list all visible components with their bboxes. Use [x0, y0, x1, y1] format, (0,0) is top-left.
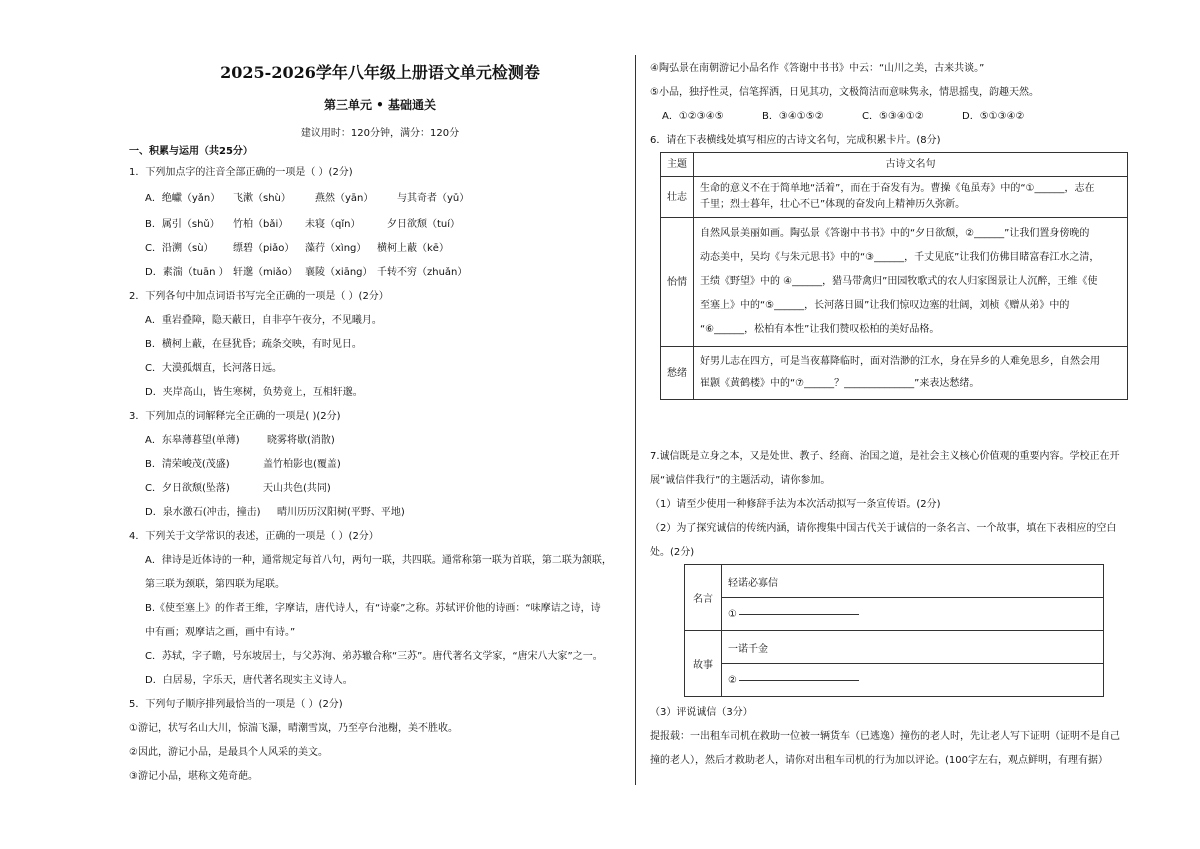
- story-answer-line[interactable]: [739, 679, 859, 681]
- row-key-quote: 名言: [685, 565, 722, 631]
- q1-option-b: [145, 218, 460, 232]
- q3-d-1: D．泉水激石(冲击，撞击): [145, 507, 261, 518]
- q1-stem: 1．下列加点字的注音全部正确的一项是（ ）(2分): [129, 167, 353, 178]
- q5-stem: 5．下列句子顺序排列最恰当的一项是（ ）(2分): [129, 699, 343, 710]
- column-divider: [635, 55, 636, 785]
- table-header-theme: 主题: [661, 153, 694, 177]
- q7-part1: （1）请至少使用一种修辞手法为本次活动拟写一条宣传语。(2分): [650, 499, 941, 510]
- story-blank-label: ②: [728, 674, 737, 686]
- q4-option-a-line1: A．律诗是近体诗的一种，通常规定每首八句，两句一联，共四联。通常称第一联为首联，第二联为颔联，: [145, 555, 612, 566]
- quote-blank-cell: [722, 598, 1104, 631]
- q7-part3: （3）评说诚信（3分）: [650, 707, 753, 718]
- q1-b-3: 未寝（qǐn）: [305, 219, 361, 230]
- quote-blank-label: ①: [728, 608, 737, 620]
- q1-d-4: 千转不穷（zhuǎn）: [377, 267, 468, 278]
- q2-option-d: D．夹岸高山，皆生寒树，负势竟上，互相轩邈。: [145, 387, 363, 398]
- row-line: 王绩《野望》中的 ④______，猎马带禽归”田园牧歌式的农人归家图景让人沉醉，王维《使: [700, 276, 1098, 287]
- q7-part3-line2: 撞的老人），然后才救助老人，请你对出租车司机的行为加以评论。(100字左右，观点鲜明，有理有据）: [650, 755, 1108, 766]
- q5-sentence-1: ①游记，状写名山大川，惊湍飞瀑，晴潮雪岚，乃至亭台池榭，美不胜收。: [129, 723, 458, 734]
- q1-c-1: C．沿溯（sù）: [145, 243, 214, 254]
- row-line: 崔颢《黄鹤楼》中的“⑦______？______________”来表达愁绪。: [700, 378, 980, 389]
- q6-table: [660, 152, 1128, 400]
- q7-part3-line1: 提报载：一出租车司机在救助一位被一辆货车（已逃逸）撞伤的老人时，先让老人写下证明（证明不是自己: [650, 731, 1120, 742]
- q3-option-a: [145, 434, 335, 448]
- q5-option-b: B．③④①⑤②: [762, 111, 824, 122]
- q5-option-c: C．⑤③④①②: [862, 111, 924, 122]
- table-header-content: 古诗文名句: [694, 153, 1128, 177]
- story-blank-cell: [722, 664, 1104, 697]
- q5-sentence-3: ③游记小品，堪称文苑奇葩。: [129, 771, 258, 782]
- q1-b-2: 竹柏（bǎi）: [233, 219, 289, 230]
- q1-d-3: 襄陵（xiāng）: [305, 267, 373, 278]
- q4-option-c: C．苏轼，字子瞻，号东坡居士，与父苏洵、弟苏辙合称“三苏”。唐代著名文学家，“唐宋八大家”之一。: [145, 651, 603, 662]
- row-theme: 壮志: [661, 177, 694, 218]
- exam-meta: 建议用时：120分钟，满分：120分: [300, 128, 460, 139]
- q3-a-1: A．东皋薄暮望(单薄): [145, 435, 240, 446]
- q3-d-2: 晴川历历汉阳树(平野、平地): [277, 507, 405, 518]
- row-content: [694, 177, 1128, 218]
- q7-stem-line1: 7.诚信既是立身之本，又是处世、教子、经商、治国之道，是社会主义核心价值观的重要内容。学校正在开: [650, 451, 1120, 462]
- q1-c-3: 藻荇（xìng）: [305, 243, 367, 254]
- q3-b-2: 盖竹柏影也(覆盖): [263, 459, 341, 470]
- table-row: [661, 347, 1128, 400]
- q1-option-d: [145, 266, 467, 280]
- page-subtitle: 第三单元 • 基础通关: [323, 98, 437, 112]
- q1-b-4: 夕日欲颓（tuí）: [387, 219, 461, 230]
- quote-example: 轻诺必寡信: [722, 565, 1104, 598]
- q7-stem-line2: 展“诚信伴我行”的主题活动，请你参加。: [650, 475, 831, 486]
- q4-option-d: D．白居易，字乐天，唐代著名现实主义诗人。: [145, 675, 353, 686]
- q4-option-a-line2: 第三联为颈联，第四联为尾联。: [145, 579, 285, 590]
- q7-part2-line1: （2）为了探究诚信的传统内涵，请你搜集中国古代关于诚信的一条名言、一个故事，填在下表相应的空白: [650, 523, 1117, 534]
- q7-part2-line2: 处。(2分): [650, 547, 695, 558]
- q6-stem: 6．请在下表横线处填写相应的古诗文名句，完成积累卡片。(8分): [650, 135, 941, 146]
- q4-stem: 4．下列关于文学常识的表述，正确的一项是（ ）(2分）: [129, 531, 379, 542]
- q5-option-d: D．⑤①③④②: [962, 111, 1025, 122]
- row-line: 自然风景美丽如画。陶弘景《答谢中书书》中的“夕日欲颓，②______”让我们置身傍晚的: [700, 228, 1090, 239]
- row-key-story: 故事: [685, 631, 722, 697]
- q5-sentence-4: ④陶弘景在南朝游记小品名作《答谢中书书》中云：“山川之美，古来共谈。”: [650, 63, 985, 74]
- row-content: [694, 347, 1128, 400]
- q1-a-2: 飞漱（shù）: [233, 193, 291, 204]
- q1-a-3: 燕然（yān）: [315, 193, 374, 204]
- q3-stem: 3．下列加点的词解释完全正确的一项是( )(2分): [129, 411, 341, 422]
- q1-c-4: 横柯上蔽（kē）: [377, 243, 449, 254]
- q3-c-1: C．夕日欲颓(坠落): [145, 483, 230, 494]
- q2-option-a: A．重岩叠障，隐天蔽日，自非亭午夜分，不见曦月。: [145, 315, 382, 326]
- q1-option-a: [145, 192, 469, 206]
- table-row: [685, 664, 1104, 697]
- q7-table: [684, 564, 1104, 697]
- q2-option-b: B．横柯上蔽，在昼犹昏；疏条交映，有时见日。: [145, 339, 362, 350]
- q1-a-4: 与其奇者（yǔ）: [397, 193, 470, 204]
- q3-option-c: [145, 482, 331, 496]
- q2-stem: 2．下列各句中加点词语书写完全正确的一项是（ ）(2分）: [129, 291, 389, 302]
- q1-b-1: B．属引（shǔ）: [145, 219, 220, 230]
- q3-c-2: 天山共色(共同): [263, 483, 331, 494]
- q1-d-2: 轩邈（miǎo）: [233, 267, 298, 278]
- q5-sentence-2: ②因此，游记小品，是最具个人风采的美文。: [129, 747, 328, 758]
- q1-c-2: 缥碧（piǎo）: [233, 243, 295, 254]
- row-content: [694, 218, 1128, 347]
- table-row: [661, 218, 1128, 347]
- table-row: [661, 177, 1128, 218]
- row-line: 生命的意义不在于简单地“活着”，而在于奋发有为。曹操《龟虽寿》中的“①______，志在: [700, 183, 1095, 194]
- row-theme: 愁绪: [661, 347, 694, 400]
- section-heading: 一、积累与运用（共25分）: [129, 146, 253, 157]
- q4-option-b-line2: 中有画；观摩诘之画，画中有诗。”: [145, 627, 296, 638]
- q1-a-1: A．绝巘（yǎn）: [145, 193, 221, 204]
- story-example: 一诺千金: [722, 631, 1104, 664]
- q3-b-1: B．清荣峻茂(茂盛): [145, 459, 230, 470]
- table-header-row: [661, 153, 1128, 177]
- table-row: [685, 565, 1104, 598]
- page-title: 2025-2026学年八年级上册语文单元检测卷: [220, 63, 540, 82]
- q3-option-d: [145, 506, 405, 520]
- q5-options: [662, 110, 1025, 124]
- row-line: “⑥______，松柏有本性”让我们赞叹松柏的美好品格。: [700, 324, 940, 335]
- table-row: [685, 631, 1104, 664]
- q1-option-c: [145, 242, 449, 256]
- row-line: 千里；烈士暮年，壮心不已”体现的奋发向上精神历久弥新。: [700, 199, 966, 210]
- quote-answer-line[interactable]: [739, 613, 859, 615]
- q2-option-c: C．大漠孤烟直，长河落日远。: [145, 363, 282, 374]
- row-line: 动态美中，吴均《与朱元思书》中的“③______，千丈见底”让我们仿佛目睹富春江水之清，: [700, 252, 1100, 263]
- q3-option-b: [145, 458, 341, 472]
- q4-option-b-line1: B.《使至塞上》的作者王维，字摩诘，唐代诗人，有“诗豪”之称。苏轼评价他的诗画：“味摩诘之诗，诗: [145, 603, 601, 614]
- row-theme: 怡情: [661, 218, 694, 347]
- q5-sentence-5: ⑤小品，独抒性灵，信笔挥洒，日见其功，文极简洁而意味隽永，情思摇曳，韵趣天然。: [650, 87, 1039, 98]
- q5-option-a: A．①②③④⑤: [662, 111, 724, 122]
- row-line: 至塞上》中的“⑤______，长河落日圆”让我们惊叹边塞的壮阔，刘桢《赠从弟》中的: [700, 300, 1070, 311]
- table-row: [685, 598, 1104, 631]
- row-line: 好男儿志在四方，可是当夜幕降临时，面对浩渺的江水，身在异乡的人难免思乡，自然会用: [700, 356, 1100, 367]
- q3-a-2: 晓雾将歇(消散): [267, 435, 335, 446]
- q1-d-1: D．素湍（tuān ）: [145, 267, 229, 278]
